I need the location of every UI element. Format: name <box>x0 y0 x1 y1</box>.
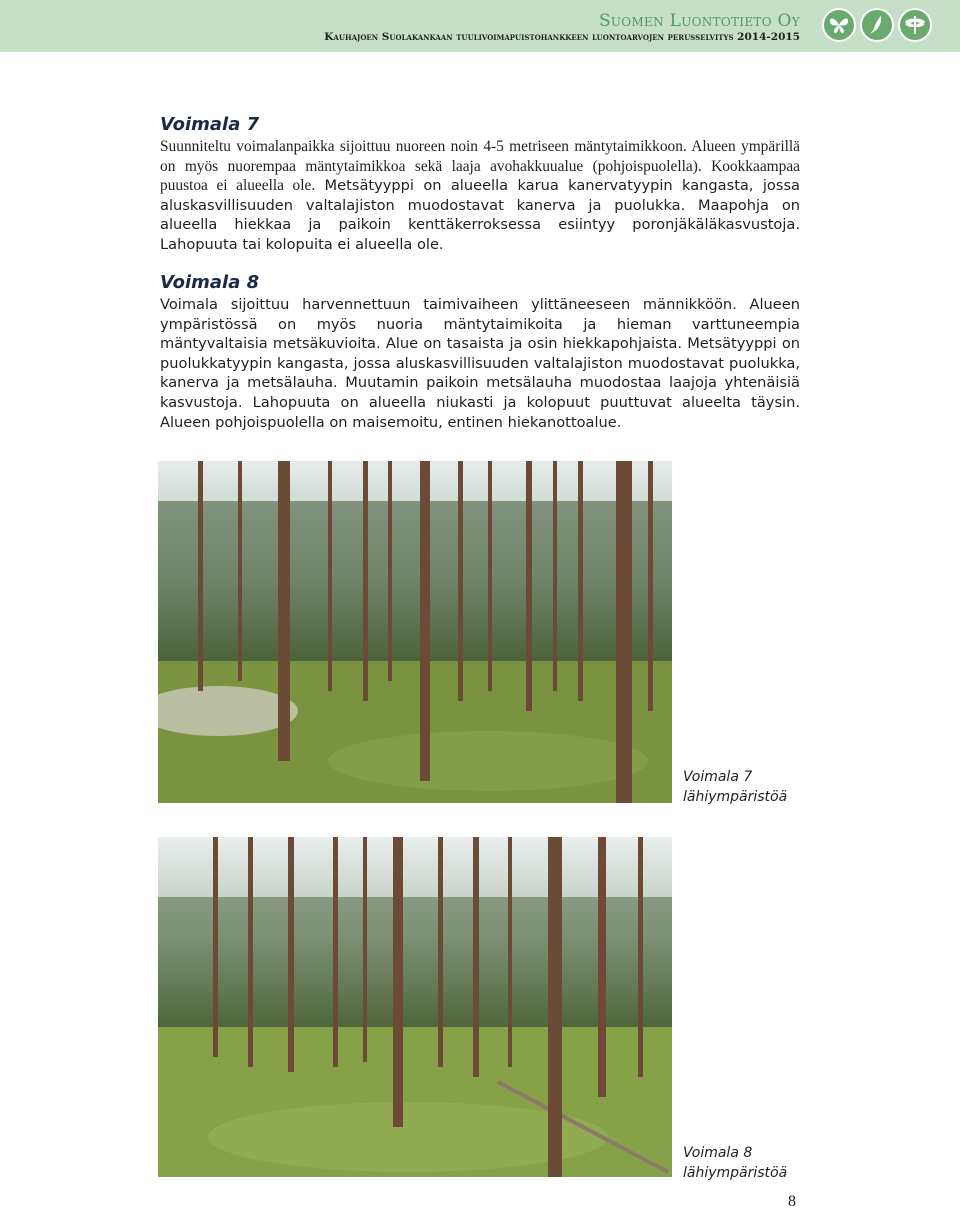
forest-photo-voimala-7 <box>158 461 672 803</box>
photo-caption <box>683 1143 787 1183</box>
section-text-part1: Suunniteltu voimalanpaikka sijoittuu nuoreen noin 4-5 metriseen mäntytaimikkoon. Alueen ympärillä on myös nuorempaa mäntytaimikkoa sekä laaja avohakkuualue (pohjoispuolella). Kookkaampaa puustoa ei alueella ole. <box>160 138 800 195</box>
butterfly-icon <box>822 8 856 42</box>
header-bar <box>0 0 960 52</box>
section-voimala-8 <box>160 272 800 432</box>
logo-group <box>822 8 932 42</box>
section-text-part2: Metsätyyppi on alueella karua kanervatyypin kangasta, jossa aluskasvillisuuden valtalajiston muodostavat kanerva ja puolukka. Maapohja on alueella hiekkaa ja paikoin kenttäkerroksessa esiintyy poronjäkäläkasvustoja. Lahopuuta tai kolopuita ei alueella ole. <box>160 177 801 253</box>
caption-line: Voimala 7 <box>683 769 753 785</box>
organization-name: Suomen Luontotieto Oy <box>598 11 800 31</box>
caption-line: lähiympäristöä <box>683 1165 788 1181</box>
section-text: Voimala sijoittuu harvennettuun taimivaiheen ylittäneeseen männikköön. Alueen ympäristössä on myös nuoria mäntytaimikoita ja hieman varttuneempia mäntyvaltaisia metsäkuvioita. Alue on tasaista ja osin hiekkapohjaista. Metsätyyppi on puolukkatyypin kangasta, jossa aluskasvillisuuden valtalajiston muodostavat puolukka, kanerva ja metsälauha. Muutamin paikoin metsälauha muodostaa laajoja yhtenäisiä kasvustoja. Lahopuuta on alueella niukasti ja kolopuut puuttuvat alueelta täysin. Alueen pohjoispuolella on maisemoitu, entinen hiekanottoalue. <box>160 296 800 431</box>
section-heading: Voimala 8 <box>160 272 260 293</box>
bird-icon <box>860 8 894 42</box>
dragonfly-icon <box>898 8 932 42</box>
photo-caption <box>683 767 787 807</box>
section-text <box>160 137 800 255</box>
section-heading: Voimala 7 <box>160 114 260 135</box>
page-number: 8 <box>788 1193 796 1210</box>
section-voimala-7 <box>160 114 800 255</box>
report-title: Kauhajoen Suolakankaan tuulivoimapuistohankkeen luontoarvojen perusselvitys 2014-2015 <box>324 31 800 43</box>
caption-line: Voimala 8 <box>683 1145 753 1161</box>
forest-photo-voimala-8 <box>158 837 672 1177</box>
caption-line: lähiympäristöä <box>683 789 788 805</box>
